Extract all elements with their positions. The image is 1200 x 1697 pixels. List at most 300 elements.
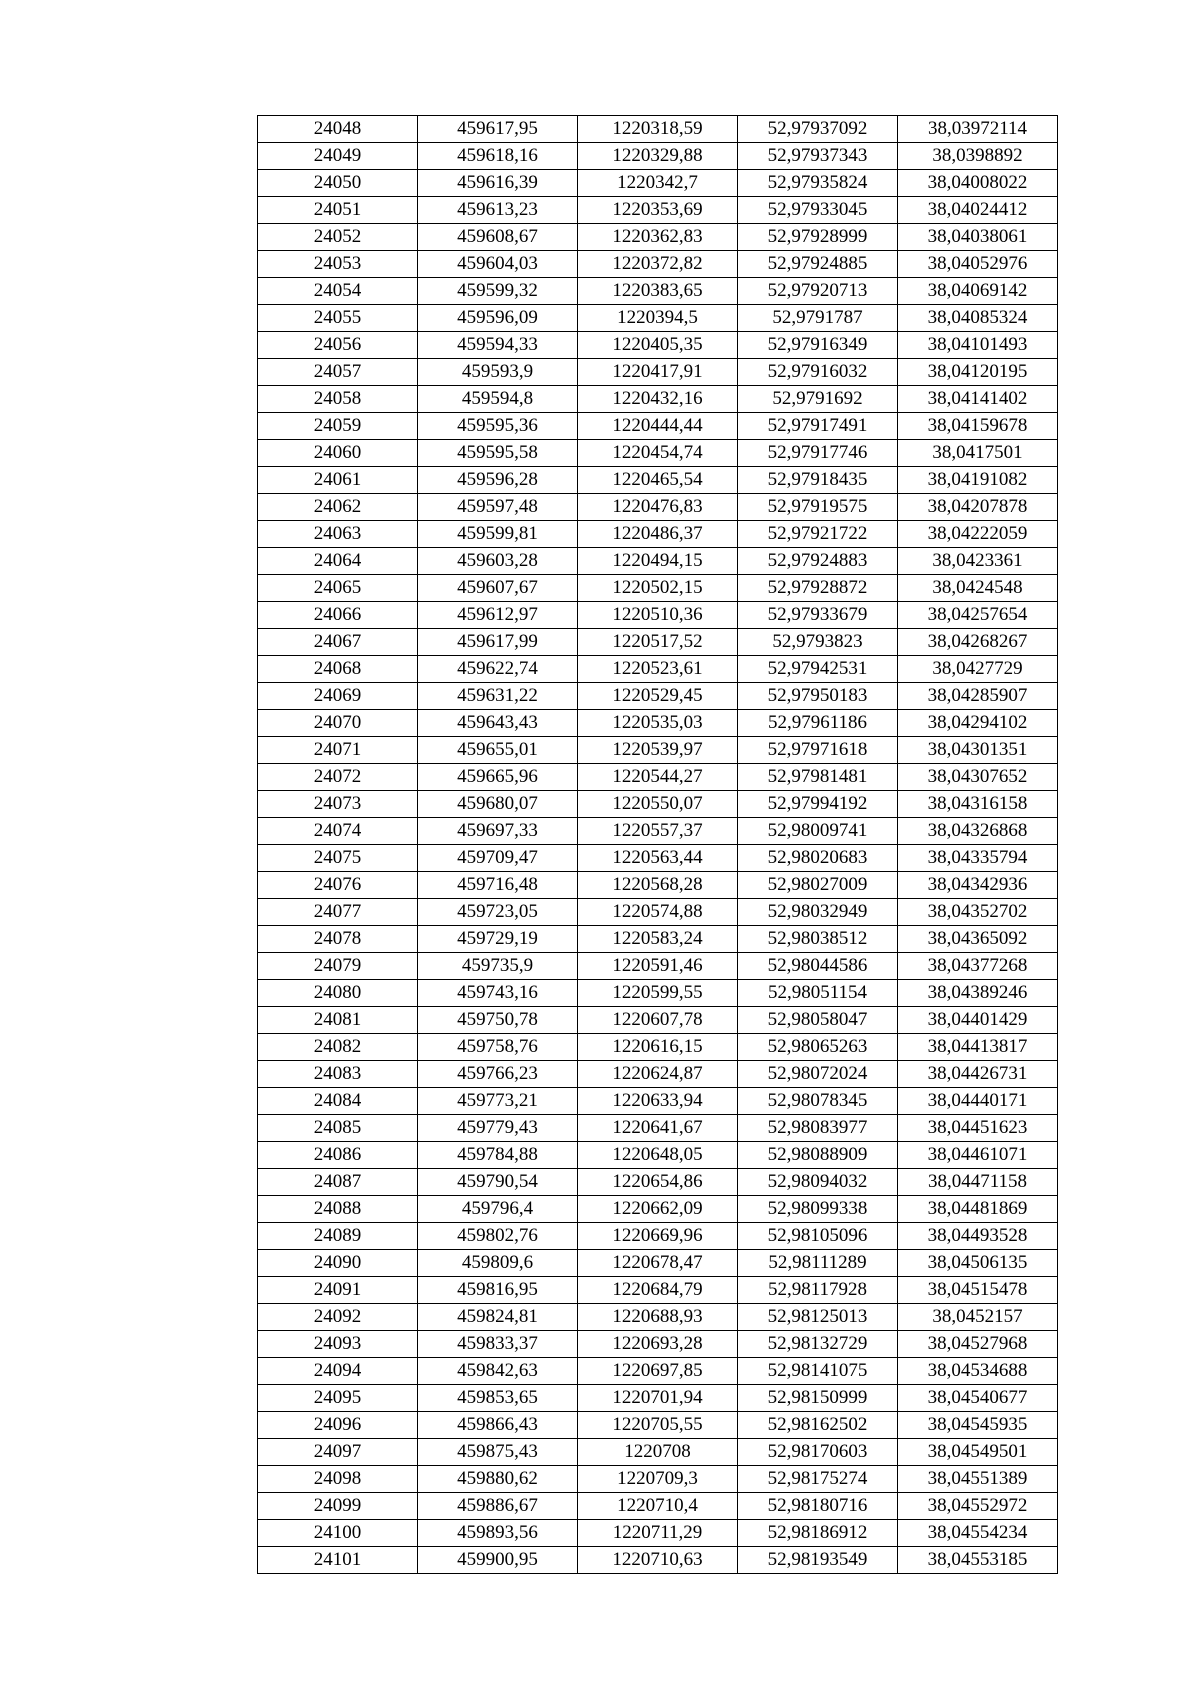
y-coordinate-cell: 1220444,44: [578, 413, 738, 440]
longitude-cell: 38,04085324: [898, 305, 1058, 332]
y-coordinate-cell: 1220654,86: [578, 1169, 738, 1196]
latitude-cell: 52,98072024: [738, 1061, 898, 1088]
y-coordinate-cell: 1220405,35: [578, 332, 738, 359]
longitude-cell: 38,04551389: [898, 1466, 1058, 1493]
table-row: [258, 224, 1058, 251]
point-number-cell: 24093: [258, 1331, 418, 1358]
x-coordinate-cell: 459900,95: [418, 1547, 578, 1574]
longitude-cell: 38,04365092: [898, 926, 1058, 953]
y-coordinate-cell: 1220502,15: [578, 575, 738, 602]
table-row: [258, 1385, 1058, 1412]
longitude-cell: 38,04549501: [898, 1439, 1058, 1466]
latitude-cell: 52,97971618: [738, 737, 898, 764]
longitude-cell: 38,04268267: [898, 629, 1058, 656]
latitude-cell: 52,98193549: [738, 1547, 898, 1574]
table-row: [258, 953, 1058, 980]
longitude-cell: 38,04120195: [898, 359, 1058, 386]
longitude-cell: 38,04413817: [898, 1034, 1058, 1061]
latitude-cell: 52,98125013: [738, 1304, 898, 1331]
table-row: [258, 1493, 1058, 1520]
point-number-cell: 24064: [258, 548, 418, 575]
point-number-cell: 24081: [258, 1007, 418, 1034]
x-coordinate-cell: 459809,6: [418, 1250, 578, 1277]
x-coordinate-cell: 459866,43: [418, 1412, 578, 1439]
y-coordinate-cell: 1220697,85: [578, 1358, 738, 1385]
y-coordinate-cell: 1220476,83: [578, 494, 738, 521]
point-number-cell: 24053: [258, 251, 418, 278]
y-coordinate-cell: 1220557,37: [578, 818, 738, 845]
y-coordinate-cell: 1220362,83: [578, 224, 738, 251]
table-row: [258, 332, 1058, 359]
latitude-cell: 52,97924883: [738, 548, 898, 575]
latitude-cell: 52,97916349: [738, 332, 898, 359]
x-coordinate-cell: 459816,95: [418, 1277, 578, 1304]
x-coordinate-cell: 459612,97: [418, 602, 578, 629]
longitude-cell: 38,04540677: [898, 1385, 1058, 1412]
y-coordinate-cell: 1220710,63: [578, 1547, 738, 1574]
longitude-cell: 38,03972114: [898, 116, 1058, 143]
x-coordinate-cell: 459597,48: [418, 494, 578, 521]
longitude-cell: 38,04257654: [898, 602, 1058, 629]
x-coordinate-cell: 459596,28: [418, 467, 578, 494]
table-row: [258, 1304, 1058, 1331]
longitude-cell: 38,04377268: [898, 953, 1058, 980]
latitude-cell: 52,97937343: [738, 143, 898, 170]
x-coordinate-cell: 459729,19: [418, 926, 578, 953]
y-coordinate-cell: 1220329,88: [578, 143, 738, 170]
table-row: [258, 764, 1058, 791]
x-coordinate-cell: 459853,65: [418, 1385, 578, 1412]
point-number-cell: 24084: [258, 1088, 418, 1115]
latitude-cell: 52,98170603: [738, 1439, 898, 1466]
table-row: [258, 359, 1058, 386]
x-coordinate-cell: 459596,09: [418, 305, 578, 332]
latitude-cell: 52,97919575: [738, 494, 898, 521]
x-coordinate-cell: 459594,8: [418, 386, 578, 413]
longitude-cell: 38,04527968: [898, 1331, 1058, 1358]
point-number-cell: 24082: [258, 1034, 418, 1061]
point-number-cell: 24048: [258, 116, 418, 143]
y-coordinate-cell: 1220465,54: [578, 467, 738, 494]
point-number-cell: 24080: [258, 980, 418, 1007]
x-coordinate-cell: 459643,43: [418, 710, 578, 737]
x-coordinate-cell: 459723,05: [418, 899, 578, 926]
point-number-cell: 24091: [258, 1277, 418, 1304]
y-coordinate-cell: 1220583,24: [578, 926, 738, 953]
x-coordinate-cell: 459758,76: [418, 1034, 578, 1061]
point-number-cell: 24101: [258, 1547, 418, 1574]
longitude-cell: 38,04101493: [898, 332, 1058, 359]
y-coordinate-cell: 1220607,78: [578, 1007, 738, 1034]
latitude-cell: 52,97916032: [738, 359, 898, 386]
x-coordinate-cell: 459599,32: [418, 278, 578, 305]
y-coordinate-cell: 1220550,07: [578, 791, 738, 818]
table-row: [258, 1142, 1058, 1169]
x-coordinate-cell: 459893,56: [418, 1520, 578, 1547]
longitude-cell: 38,04552972: [898, 1493, 1058, 1520]
x-coordinate-cell: 459875,43: [418, 1439, 578, 1466]
point-number-cell: 24098: [258, 1466, 418, 1493]
y-coordinate-cell: 1220539,97: [578, 737, 738, 764]
x-coordinate-cell: 459697,33: [418, 818, 578, 845]
latitude-cell: 52,98038512: [738, 926, 898, 953]
latitude-cell: 52,98175274: [738, 1466, 898, 1493]
y-coordinate-cell: 1220693,28: [578, 1331, 738, 1358]
point-number-cell: 24078: [258, 926, 418, 953]
x-coordinate-cell: 459743,16: [418, 980, 578, 1007]
y-coordinate-cell: 1220353,69: [578, 197, 738, 224]
point-number-cell: 24079: [258, 953, 418, 980]
table-row: [258, 386, 1058, 413]
table-row: [258, 872, 1058, 899]
x-coordinate-cell: 459880,62: [418, 1466, 578, 1493]
latitude-cell: 52,98186912: [738, 1520, 898, 1547]
y-coordinate-cell: 1220494,15: [578, 548, 738, 575]
table-row: [258, 683, 1058, 710]
latitude-cell: 52,97921722: [738, 521, 898, 548]
table-row: [258, 575, 1058, 602]
point-number-cell: 24069: [258, 683, 418, 710]
x-coordinate-cell: 459593,9: [418, 359, 578, 386]
longitude-cell: 38,04506135: [898, 1250, 1058, 1277]
table-row: [258, 413, 1058, 440]
table-row: [258, 467, 1058, 494]
x-coordinate-cell: 459603,28: [418, 548, 578, 575]
table-row: [258, 1466, 1058, 1493]
y-coordinate-cell: 1220544,27: [578, 764, 738, 791]
y-coordinate-cell: 1220574,88: [578, 899, 738, 926]
x-coordinate-cell: 459709,47: [418, 845, 578, 872]
y-coordinate-cell: 1220688,93: [578, 1304, 738, 1331]
y-coordinate-cell: 1220624,87: [578, 1061, 738, 1088]
y-coordinate-cell: 1220486,37: [578, 521, 738, 548]
point-number-cell: 24095: [258, 1385, 418, 1412]
point-number-cell: 24086: [258, 1142, 418, 1169]
y-coordinate-cell: 1220669,96: [578, 1223, 738, 1250]
longitude-cell: 38,04451623: [898, 1115, 1058, 1142]
point-number-cell: 24071: [258, 737, 418, 764]
y-coordinate-cell: 1220641,67: [578, 1115, 738, 1142]
longitude-cell: 38,04342936: [898, 872, 1058, 899]
latitude-cell: 52,97928999: [738, 224, 898, 251]
latitude-cell: 52,98020683: [738, 845, 898, 872]
y-coordinate-cell: 1220633,94: [578, 1088, 738, 1115]
latitude-cell: 52,97920713: [738, 278, 898, 305]
latitude-cell: 52,98078345: [738, 1088, 898, 1115]
point-number-cell: 24061: [258, 467, 418, 494]
longitude-cell: 38,04307652: [898, 764, 1058, 791]
longitude-cell: 38,04008022: [898, 170, 1058, 197]
longitude-cell: 38,04553185: [898, 1547, 1058, 1574]
latitude-cell: 52,97950183: [738, 683, 898, 710]
x-coordinate-cell: 459750,78: [418, 1007, 578, 1034]
point-number-cell: 24073: [258, 791, 418, 818]
table-row: [258, 305, 1058, 332]
table-row: [258, 602, 1058, 629]
longitude-cell: 38,04534688: [898, 1358, 1058, 1385]
x-coordinate-cell: 459595,58: [418, 440, 578, 467]
longitude-cell: 38,04545935: [898, 1412, 1058, 1439]
table-row: [258, 791, 1058, 818]
x-coordinate-cell: 459735,9: [418, 953, 578, 980]
y-coordinate-cell: 1220710,4: [578, 1493, 738, 1520]
latitude-cell: 52,9791692: [738, 386, 898, 413]
point-number-cell: 24065: [258, 575, 418, 602]
coordinates-table: [257, 115, 1058, 1574]
latitude-cell: 52,98088909: [738, 1142, 898, 1169]
latitude-cell: 52,97917491: [738, 413, 898, 440]
point-number-cell: 24088: [258, 1196, 418, 1223]
y-coordinate-cell: 1220599,55: [578, 980, 738, 1007]
longitude-cell: 38,04471158: [898, 1169, 1058, 1196]
table-row: [258, 1250, 1058, 1277]
x-coordinate-cell: 459595,36: [418, 413, 578, 440]
y-coordinate-cell: 1220648,05: [578, 1142, 738, 1169]
longitude-cell: 38,04326868: [898, 818, 1058, 845]
table-row: [258, 1223, 1058, 1250]
latitude-cell: 52,98058047: [738, 1007, 898, 1034]
longitude-cell: 38,0417501: [898, 440, 1058, 467]
table-row: [258, 440, 1058, 467]
longitude-cell: 38,04401429: [898, 1007, 1058, 1034]
table-row: [258, 1412, 1058, 1439]
coordinates-table-body: [258, 116, 1058, 1574]
longitude-cell: 38,04222059: [898, 521, 1058, 548]
longitude-cell: 38,04515478: [898, 1277, 1058, 1304]
x-coordinate-cell: 459796,4: [418, 1196, 578, 1223]
point-number-cell: 24062: [258, 494, 418, 521]
table-row: [258, 143, 1058, 170]
x-coordinate-cell: 459617,99: [418, 629, 578, 656]
y-coordinate-cell: 1220708: [578, 1439, 738, 1466]
latitude-cell: 52,98162502: [738, 1412, 898, 1439]
point-number-cell: 24051: [258, 197, 418, 224]
longitude-cell: 38,04461071: [898, 1142, 1058, 1169]
longitude-cell: 38,04554234: [898, 1520, 1058, 1547]
latitude-cell: 52,98132729: [738, 1331, 898, 1358]
latitude-cell: 52,98111289: [738, 1250, 898, 1277]
y-coordinate-cell: 1220432,16: [578, 386, 738, 413]
longitude-cell: 38,04481869: [898, 1196, 1058, 1223]
latitude-cell: 52,97994192: [738, 791, 898, 818]
table-row: [258, 1439, 1058, 1466]
longitude-cell: 38,04352702: [898, 899, 1058, 926]
latitude-cell: 52,97937092: [738, 116, 898, 143]
table-row: [258, 1520, 1058, 1547]
latitude-cell: 52,98150999: [738, 1385, 898, 1412]
table-row: [258, 980, 1058, 1007]
longitude-cell: 38,04024412: [898, 197, 1058, 224]
y-coordinate-cell: 1220517,52: [578, 629, 738, 656]
longitude-cell: 38,04301351: [898, 737, 1058, 764]
y-coordinate-cell: 1220342,7: [578, 170, 738, 197]
longitude-cell: 38,04389246: [898, 980, 1058, 1007]
table-row: [258, 926, 1058, 953]
point-number-cell: 24094: [258, 1358, 418, 1385]
point-number-cell: 24057: [258, 359, 418, 386]
latitude-cell: 52,9793823: [738, 629, 898, 656]
table-row: [258, 1547, 1058, 1574]
latitude-cell: 52,98083977: [738, 1115, 898, 1142]
y-coordinate-cell: 1220701,94: [578, 1385, 738, 1412]
x-coordinate-cell: 459604,03: [418, 251, 578, 278]
longitude-cell: 38,0398892: [898, 143, 1058, 170]
longitude-cell: 38,04052976: [898, 251, 1058, 278]
latitude-cell: 52,98117928: [738, 1277, 898, 1304]
point-number-cell: 24054: [258, 278, 418, 305]
table-row: [258, 1061, 1058, 1088]
latitude-cell: 52,98094032: [738, 1169, 898, 1196]
longitude-cell: 38,04191082: [898, 467, 1058, 494]
table-row: [258, 548, 1058, 575]
x-coordinate-cell: 459824,81: [418, 1304, 578, 1331]
x-coordinate-cell: 459631,22: [418, 683, 578, 710]
latitude-cell: 52,98105096: [738, 1223, 898, 1250]
x-coordinate-cell: 459802,76: [418, 1223, 578, 1250]
table-row: [258, 1007, 1058, 1034]
table-row: [258, 1088, 1058, 1115]
y-coordinate-cell: 1220383,65: [578, 278, 738, 305]
longitude-cell: 38,0423361: [898, 548, 1058, 575]
x-coordinate-cell: 459618,16: [418, 143, 578, 170]
point-number-cell: 24072: [258, 764, 418, 791]
point-number-cell: 24060: [258, 440, 418, 467]
latitude-cell: 52,97918435: [738, 467, 898, 494]
y-coordinate-cell: 1220684,79: [578, 1277, 738, 1304]
latitude-cell: 52,98027009: [738, 872, 898, 899]
x-coordinate-cell: 459716,48: [418, 872, 578, 899]
table-row: [258, 1034, 1058, 1061]
longitude-cell: 38,04426731: [898, 1061, 1058, 1088]
y-coordinate-cell: 1220417,91: [578, 359, 738, 386]
longitude-cell: 38,04493528: [898, 1223, 1058, 1250]
point-number-cell: 24092: [258, 1304, 418, 1331]
point-number-cell: 24068: [258, 656, 418, 683]
point-number-cell: 24070: [258, 710, 418, 737]
point-number-cell: 24090: [258, 1250, 418, 1277]
table-row: [258, 197, 1058, 224]
longitude-cell: 38,04069142: [898, 278, 1058, 305]
x-coordinate-cell: 459617,95: [418, 116, 578, 143]
x-coordinate-cell: 459773,21: [418, 1088, 578, 1115]
y-coordinate-cell: 1220591,46: [578, 953, 738, 980]
latitude-cell: 52,97942531: [738, 656, 898, 683]
latitude-cell: 52,97924885: [738, 251, 898, 278]
table-row: [258, 521, 1058, 548]
point-number-cell: 24076: [258, 872, 418, 899]
latitude-cell: 52,97933679: [738, 602, 898, 629]
y-coordinate-cell: 1220394,5: [578, 305, 738, 332]
longitude-cell: 38,0427729: [898, 656, 1058, 683]
x-coordinate-cell: 459599,81: [418, 521, 578, 548]
x-coordinate-cell: 459613,23: [418, 197, 578, 224]
longitude-cell: 38,04038061: [898, 224, 1058, 251]
point-number-cell: 24063: [258, 521, 418, 548]
table-row: [258, 1331, 1058, 1358]
latitude-cell: 52,98141075: [738, 1358, 898, 1385]
table-row: [258, 251, 1058, 278]
y-coordinate-cell: 1220705,55: [578, 1412, 738, 1439]
point-number-cell: 24075: [258, 845, 418, 872]
longitude-cell: 38,04440171: [898, 1088, 1058, 1115]
x-coordinate-cell: 459655,01: [418, 737, 578, 764]
point-number-cell: 24067: [258, 629, 418, 656]
table-row: [258, 818, 1058, 845]
y-coordinate-cell: 1220678,47: [578, 1250, 738, 1277]
x-coordinate-cell: 459766,23: [418, 1061, 578, 1088]
y-coordinate-cell: 1220711,29: [578, 1520, 738, 1547]
y-coordinate-cell: 1220616,15: [578, 1034, 738, 1061]
y-coordinate-cell: 1220510,36: [578, 602, 738, 629]
x-coordinate-cell: 459665,96: [418, 764, 578, 791]
table-row: [258, 1196, 1058, 1223]
x-coordinate-cell: 459594,33: [418, 332, 578, 359]
x-coordinate-cell: 459833,37: [418, 1331, 578, 1358]
latitude-cell: 52,98099338: [738, 1196, 898, 1223]
point-number-cell: 24066: [258, 602, 418, 629]
latitude-cell: 52,97981481: [738, 764, 898, 791]
point-number-cell: 24074: [258, 818, 418, 845]
table-row: [258, 845, 1058, 872]
point-number-cell: 24097: [258, 1439, 418, 1466]
y-coordinate-cell: 1220709,3: [578, 1466, 738, 1493]
y-coordinate-cell: 1220372,82: [578, 251, 738, 278]
table-row: [258, 170, 1058, 197]
point-number-cell: 24085: [258, 1115, 418, 1142]
y-coordinate-cell: 1220454,74: [578, 440, 738, 467]
point-number-cell: 24050: [258, 170, 418, 197]
point-number-cell: 24055: [258, 305, 418, 332]
table-row: [258, 737, 1058, 764]
longitude-cell: 38,04335794: [898, 845, 1058, 872]
latitude-cell: 52,97928872: [738, 575, 898, 602]
point-number-cell: 24059: [258, 413, 418, 440]
point-number-cell: 24096: [258, 1412, 418, 1439]
latitude-cell: 52,97961186: [738, 710, 898, 737]
latitude-cell: 52,97933045: [738, 197, 898, 224]
latitude-cell: 52,98032949: [738, 899, 898, 926]
latitude-cell: 52,98180716: [738, 1493, 898, 1520]
point-number-cell: 24056: [258, 332, 418, 359]
table-row: [258, 1115, 1058, 1142]
y-coordinate-cell: 1220568,28: [578, 872, 738, 899]
longitude-cell: 38,0424548: [898, 575, 1058, 602]
point-number-cell: 24099: [258, 1493, 418, 1520]
table-row: [258, 1277, 1058, 1304]
x-coordinate-cell: 459784,88: [418, 1142, 578, 1169]
y-coordinate-cell: 1220563,44: [578, 845, 738, 872]
y-coordinate-cell: 1220523,61: [578, 656, 738, 683]
longitude-cell: 38,04141402: [898, 386, 1058, 413]
x-coordinate-cell: 459680,07: [418, 791, 578, 818]
latitude-cell: 52,98065263: [738, 1034, 898, 1061]
latitude-cell: 52,97917746: [738, 440, 898, 467]
table-row: [258, 629, 1058, 656]
longitude-cell: 38,0452157: [898, 1304, 1058, 1331]
y-coordinate-cell: 1220318,59: [578, 116, 738, 143]
x-coordinate-cell: 459608,67: [418, 224, 578, 251]
y-coordinate-cell: 1220529,45: [578, 683, 738, 710]
table-row: [258, 1169, 1058, 1196]
y-coordinate-cell: 1220535,03: [578, 710, 738, 737]
x-coordinate-cell: 459842,63: [418, 1358, 578, 1385]
table-row: [258, 1358, 1058, 1385]
point-number-cell: 24083: [258, 1061, 418, 1088]
longitude-cell: 38,04316158: [898, 791, 1058, 818]
table-row: [258, 116, 1058, 143]
x-coordinate-cell: 459622,74: [418, 656, 578, 683]
latitude-cell: 52,98044586: [738, 953, 898, 980]
